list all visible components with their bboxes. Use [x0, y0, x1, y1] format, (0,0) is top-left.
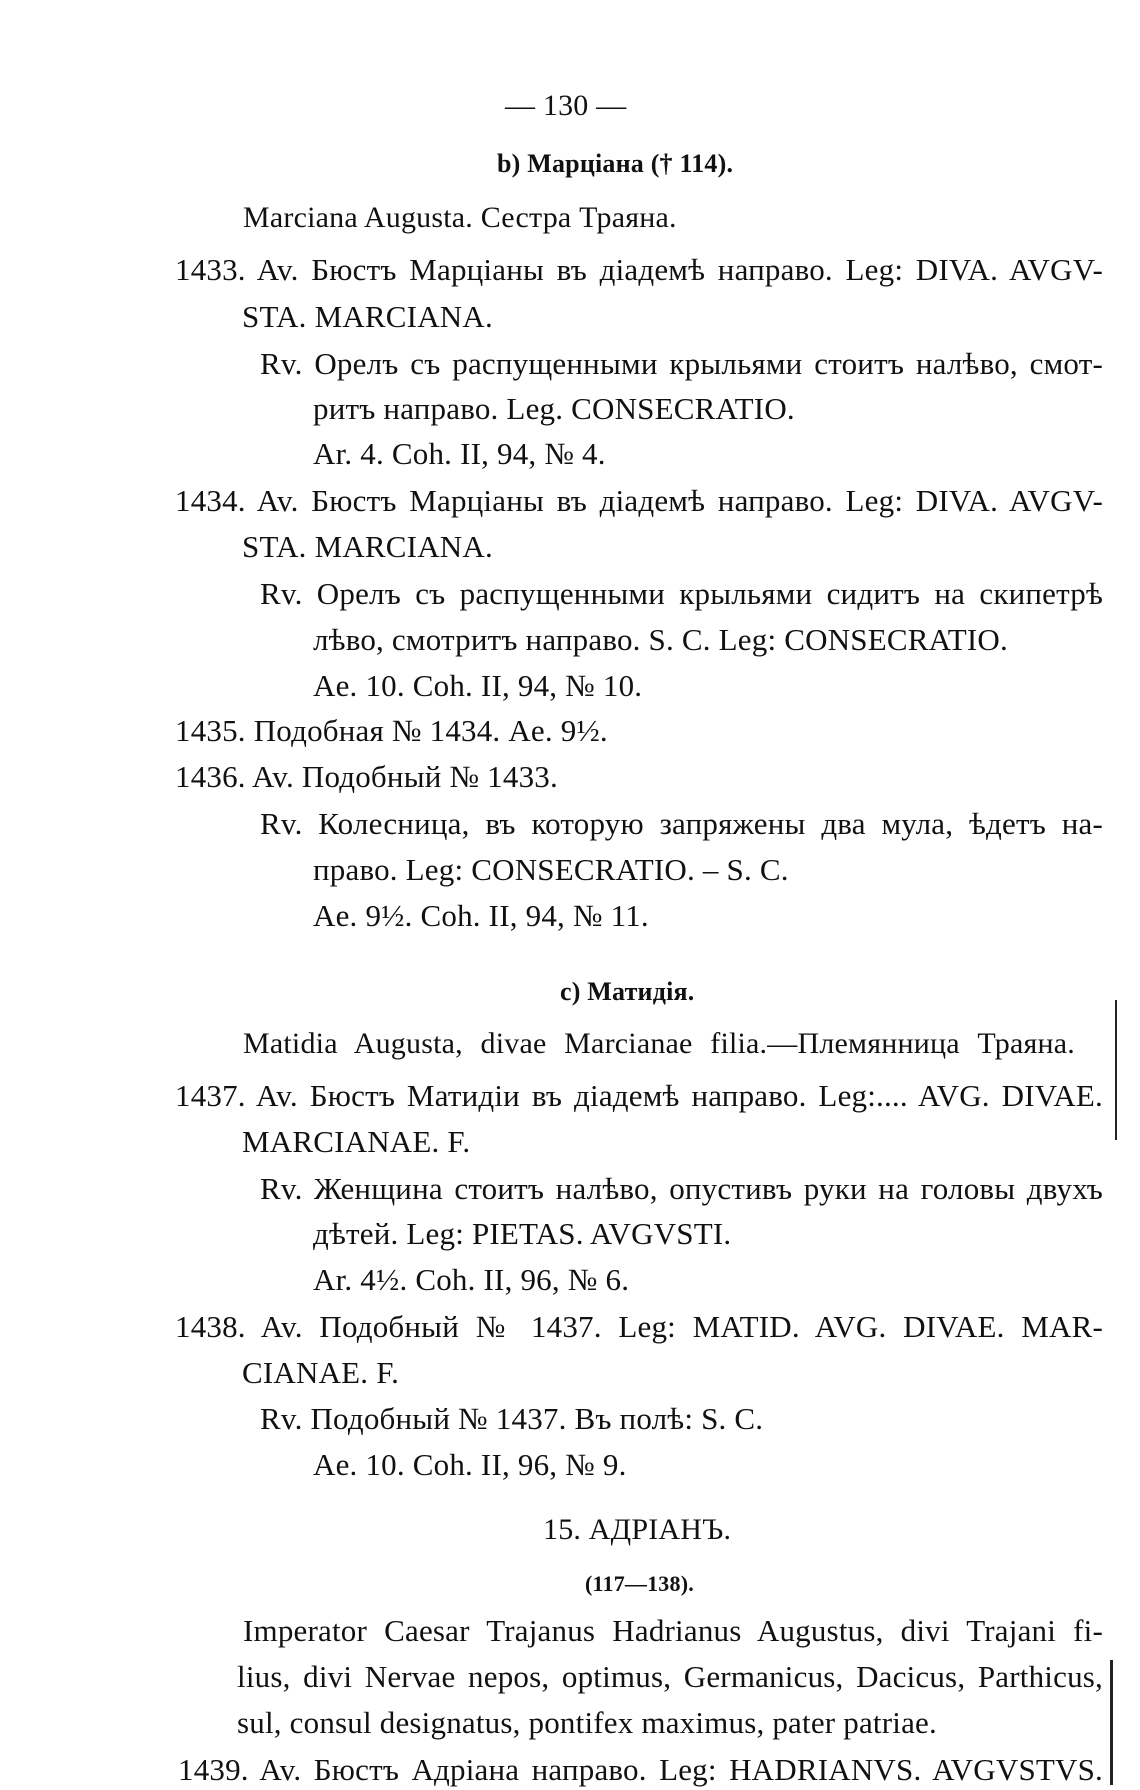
entry-line: 1437. Av. Бюстъ Матидіи въ діадемѣ направо. Leg:.... AVG. DIVAE. — [175, 1078, 1103, 1113]
entry-line: дѣтей. Leg: PIETAS. AVGVSTI. — [313, 1216, 732, 1251]
entry-line: Rv. Орелъ съ распущенными крыльями стоитъ налѣво, смот- — [260, 346, 1103, 381]
scan-margin-mark — [1115, 1000, 1117, 1140]
intro-line: sul, consul designatus, pontifex maximus, pater patriae. — [237, 1705, 937, 1740]
chapter-heading-hadrian: 15. АДРІАНЪ. — [543, 1513, 732, 1546]
entry-line: 1439. Av. Бюстъ Адріана направо. Leg: HADRIANVS. AVGVSTVS. — [178, 1752, 1103, 1787]
chapter-dates: (117—138). — [585, 1571, 694, 1596]
entry-line: Rv. Колесница, въ которую запряжены два мула, ѣдетъ на- — [260, 806, 1103, 841]
entry-line: 1434. Av. Бюстъ Марціаны въ діадемѣ направо. Leg: DIVA. AVGV- — [175, 483, 1103, 518]
intro-line: Imperator Caesar Trajanus Hadrianus Augustus, divi Trajani fi- — [243, 1613, 1103, 1648]
section-subtitle-marciana: Marciana Augusta. Сестра Траяна. — [243, 201, 677, 234]
entry-line: Ar. 4. Coh. II, 94, № 4. — [313, 436, 606, 471]
entry-line: лѣво, смотритъ направо. S. C. Leg: CONSECRATIO. — [313, 622, 1008, 657]
entry-line: Rv. Орелъ съ распущенными крыльями сидитъ на скипетрѣ — [260, 576, 1103, 611]
intro-line: lius, divi Nervae nepos, optimus, Germanicus, Dacicus, Parthicus, — [237, 1659, 1103, 1694]
entry-line: CIANAE. F. — [242, 1355, 400, 1390]
entry-line: 1435. Подобная № 1434. Ae. 9½. — [175, 713, 608, 748]
entry-line: Ar. 4½. Coh. II, 96, № 6. — [313, 1262, 630, 1297]
entry-line: право. Leg: CONSECRATIO. – S. C. — [313, 852, 789, 887]
entry-line: 1436. Av. Подобный № 1433. — [175, 759, 558, 794]
section-heading-marciana: b) Марціана († 114). — [497, 149, 734, 178]
entry-line: STA. MARCIANA. — [242, 299, 493, 334]
page-number: — 130 — — [505, 89, 627, 122]
section-subtitle-matidia: Matidia Augusta, divae Marcianae filia.—Племянница Траяна. — [243, 1027, 1075, 1060]
entry-line: Rv. Подобный № 1437. Въ полѣ: S. C. — [260, 1401, 764, 1436]
scan-margin-mark — [1110, 1660, 1113, 1785]
entry-line: STA. MARCIANA. — [242, 529, 493, 564]
entry-line: Ae. 10. Coh. II, 94, № 10. — [313, 668, 643, 703]
entry-line: ритъ направо. Leg. CONSECRATIO. — [313, 391, 795, 426]
entry-line: Rv. Женщина стоитъ налѣво, опустивъ руки на головы двухъ — [260, 1171, 1103, 1206]
section-heading-matidia: c) Матидія. — [560, 977, 695, 1006]
entry-line: 1433. Av. Бюстъ Марціаны въ діадемѣ направо. Leg: DIVA. AVGV- — [175, 252, 1103, 287]
entry-line: Ae. 10. Coh. II, 96, № 9. — [313, 1447, 627, 1482]
entry-line: Ae. 9½. Coh. II, 94, № 11. — [313, 898, 649, 933]
entry-line: MARCIANAE. F. — [242, 1124, 471, 1159]
entry-line: 1438. Av. Подобный № 1437. Leg: MATID. AVG. DIVAE. MAR- — [175, 1309, 1103, 1344]
